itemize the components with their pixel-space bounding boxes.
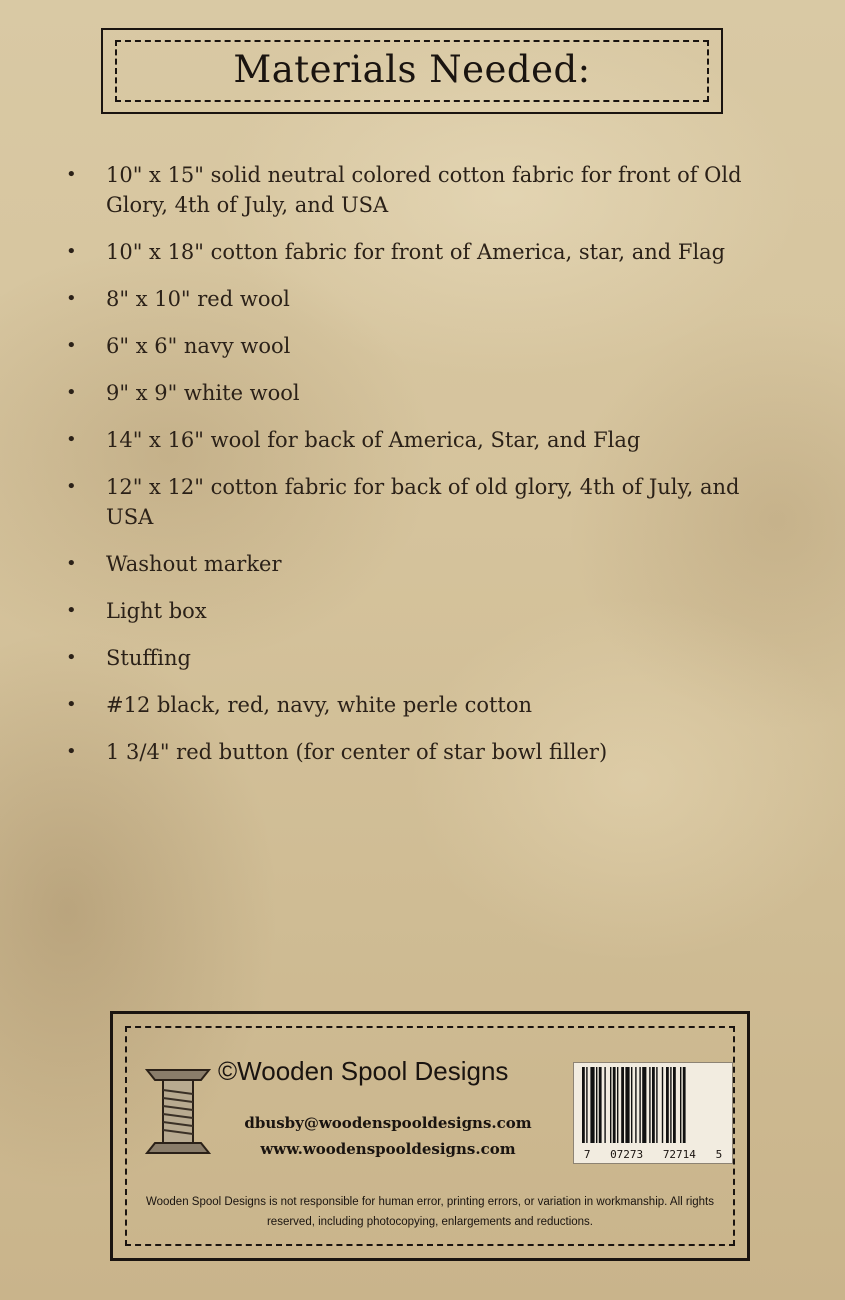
list-item: • Stuffing	[60, 643, 780, 673]
spool-icon	[143, 1064, 213, 1159]
barcode-bar	[617, 1067, 618, 1143]
materials-list	[60, 160, 780, 784]
barcode-icon	[578, 1067, 728, 1143]
list-item: • 6" x 6" navy wool	[60, 331, 780, 361]
list-item: • Washout marker	[60, 549, 780, 579]
barcode-bar	[642, 1067, 646, 1143]
barcode-bar	[599, 1067, 602, 1143]
barcode-digit-group: 07273	[610, 1148, 644, 1161]
barcode-digit-group: 72714	[662, 1148, 696, 1161]
list-item: • #12 black, red, navy, white perle cotton	[60, 690, 780, 720]
barcode-bar	[631, 1067, 632, 1143]
barcode-bar	[680, 1067, 681, 1143]
footer-box	[110, 1011, 750, 1261]
barcode-bar	[590, 1067, 594, 1143]
barcode-bar	[656, 1067, 657, 1143]
barcode-digit-group: 5	[715, 1148, 723, 1161]
list-item: • Light box	[60, 596, 780, 626]
barcode-bar	[683, 1067, 686, 1143]
barcode-bar	[639, 1067, 640, 1143]
barcode-bar	[649, 1067, 650, 1143]
barcode-bar	[586, 1067, 587, 1143]
disclaimer: Wooden Spool Designs is not responsible for human error, printing errors, or variation in workmanship. All rights reserved, including photocopying, enlargements and reductions.	[145, 1196, 715, 1228]
barcode-bar	[604, 1067, 605, 1143]
title-box	[101, 28, 723, 114]
barcode-bar	[625, 1067, 629, 1143]
barcode-bar	[670, 1067, 671, 1143]
barcode-bar	[666, 1067, 669, 1143]
list-item: • 9" x 9" white wool	[60, 378, 780, 408]
barcode	[573, 1062, 733, 1164]
barcode-digit-group: 7	[583, 1148, 591, 1161]
barcode-bar	[582, 1067, 585, 1143]
list-item: • 10" x 15" solid neutral colored cotton fabric for front of Old Glory, 4th of July, and USA	[60, 160, 780, 220]
barcode-bar	[673, 1067, 676, 1143]
contact-email: dbusby@woodenspooldesigns.com	[244, 1114, 532, 1132]
barcode-bar	[662, 1067, 663, 1143]
contact-website: www.woodenspooldesigns.com	[260, 1140, 516, 1158]
list-item: • 8" x 10" red wool	[60, 284, 780, 314]
barcode-bar	[621, 1067, 624, 1143]
list-item: • 10" x 18" cotton fabric for front of America, star, and Flag	[60, 237, 780, 267]
brand-name: ©Wooden Spool Designs	[218, 1056, 509, 1086]
list-item: • 12" x 12" cotton fabric for back of old glory, 4th of July, and USA	[60, 472, 780, 532]
list-item: • 1 3/4" red button (for center of star bowl filler)	[60, 737, 780, 767]
barcode-digits	[574, 1148, 732, 1161]
list-item: • 14" x 16" wool for back of America, Star, and Flag	[60, 425, 780, 455]
barcode-bar	[635, 1067, 636, 1143]
barcode-bar	[596, 1067, 597, 1143]
barcode-bar	[610, 1067, 611, 1143]
page-title: Materials Needed:	[233, 48, 591, 91]
barcode-bar	[652, 1067, 655, 1143]
barcode-bar	[613, 1067, 616, 1143]
